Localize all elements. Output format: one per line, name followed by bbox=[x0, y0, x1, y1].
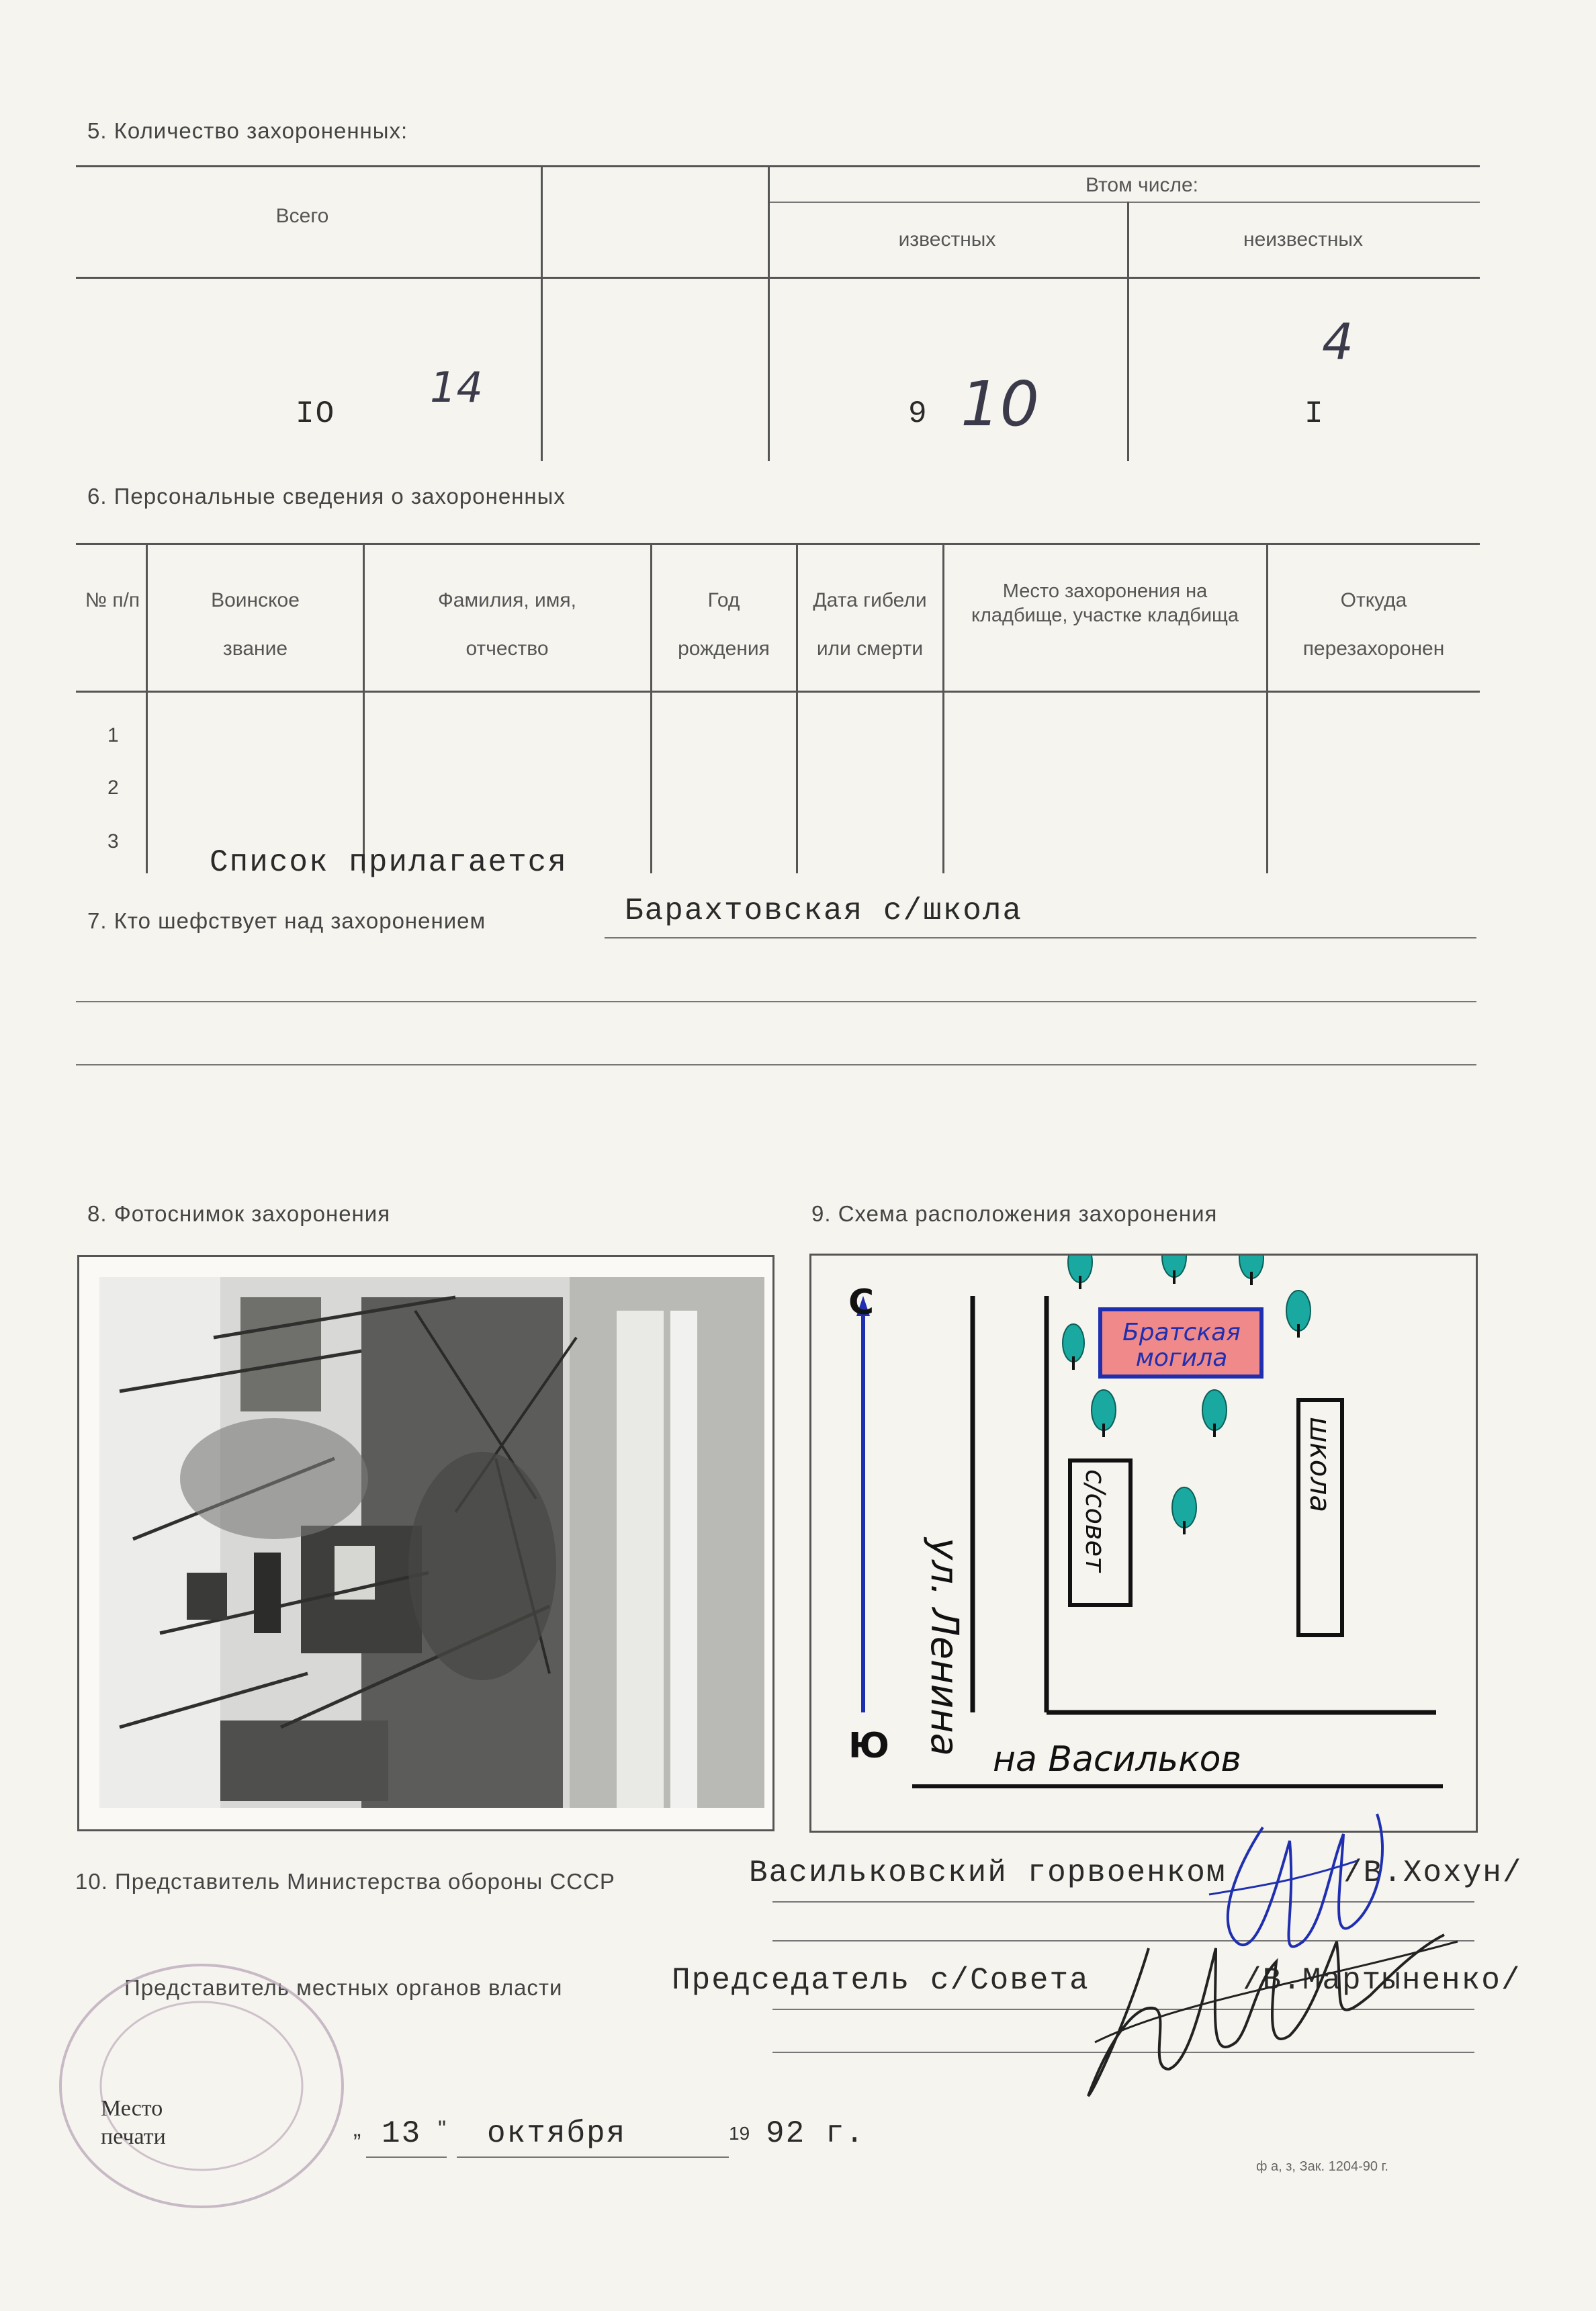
header-total: Всего bbox=[275, 205, 329, 227]
photo-frame bbox=[77, 1255, 774, 1831]
section7-blank-line bbox=[76, 1064, 1476, 1065]
school-label: школа bbox=[1304, 1417, 1337, 1513]
print-info: ф а, з, Зак. 1204-90 г. bbox=[1256, 2159, 1388, 2174]
table6-col-divider bbox=[650, 543, 652, 873]
date-day: 13 bbox=[382, 2116, 422, 2151]
table6-col-divider bbox=[942, 543, 944, 873]
patron-value: Барахтовская с/школа bbox=[625, 893, 1023, 928]
section5-title: 5. Количество захороненных: bbox=[87, 118, 408, 143]
unknown-typed-value: I bbox=[1304, 396, 1325, 431]
date-month: октября bbox=[487, 2116, 627, 2151]
grave-label: Братская могила bbox=[1122, 1319, 1241, 1372]
table6-col-divider bbox=[363, 543, 365, 873]
list-attached-note: Список прилагается bbox=[210, 845, 568, 880]
local-signature bbox=[1055, 1868, 1471, 2116]
section8-title: 8. Фотоснимок захоронения bbox=[87, 1201, 391, 1226]
burial-photo bbox=[79, 1257, 772, 1829]
header-known: известных bbox=[898, 228, 996, 251]
total-handwritten-value: 14 bbox=[430, 363, 483, 412]
section6-title: 6. Персональные сведения о захороненных bbox=[87, 484, 566, 509]
header-burial-place: Место захоронения на кладбище, участке кладбища bbox=[971, 580, 1239, 626]
row-number-3: 3 bbox=[107, 830, 119, 853]
date-open-quote: „ bbox=[353, 2116, 361, 2142]
date-year: 92 г. bbox=[766, 2116, 866, 2151]
date-close-quote: " bbox=[438, 2116, 447, 2142]
table6-header-border bbox=[76, 691, 1480, 693]
table5-top-border bbox=[76, 165, 1480, 167]
table6-col-divider bbox=[1266, 543, 1268, 873]
date-month-underline bbox=[457, 2156, 729, 2158]
known-handwritten-value: 10 bbox=[961, 368, 1040, 440]
section7-underline bbox=[605, 937, 1476, 939]
local-authority-value: Председатель с/Совета bbox=[672, 1963, 1090, 1998]
date-year-prefix: 19 bbox=[729, 2123, 750, 2144]
local-authority-label: Представитель местных органов власти bbox=[124, 1975, 563, 2000]
table5-col-divider bbox=[1127, 202, 1129, 461]
known-typed-value: 9 bbox=[908, 396, 928, 431]
header-death-date: Дата гибели или смерти bbox=[813, 589, 927, 660]
mod-representative-name: /В.Хохун/ bbox=[1343, 1856, 1523, 1890]
table6-col-divider bbox=[796, 543, 798, 873]
header-unknown: неизвестных bbox=[1243, 228, 1363, 251]
street-lenina-label: ул. Ленина bbox=[922, 1538, 966, 1757]
council-label: с/совет bbox=[1079, 1469, 1110, 1573]
official-seal bbox=[40, 1948, 363, 2230]
local-authority-name: /В.Мартыненко/ bbox=[1243, 1963, 1521, 1998]
section9-title: 9. Схема расположения захоронения bbox=[811, 1201, 1218, 1226]
location-scheme-frame bbox=[809, 1254, 1478, 1833]
table6-col-divider bbox=[146, 543, 148, 873]
section7-title: 7. Кто шефствует над захоронением bbox=[87, 908, 486, 933]
stamp-place-label: Место печати bbox=[101, 2096, 166, 2149]
mod-representative-value: Васильковский горвоенком bbox=[749, 1856, 1227, 1890]
header-birth-year: Год рождения bbox=[678, 589, 770, 660]
table5-col-divider bbox=[768, 165, 770, 461]
header-number: № п/п bbox=[85, 589, 140, 611]
south-label: Ю bbox=[848, 1726, 890, 1766]
section7-blank-line bbox=[76, 1001, 1476, 1002]
total-typed-value: IO bbox=[296, 396, 336, 431]
street-vasylkiv-label: на Васильков bbox=[993, 1739, 1242, 1780]
table5-col-divider bbox=[541, 165, 543, 461]
mod-representative-label: 10. Представитель Министерства обороны СССР bbox=[75, 1869, 615, 1894]
header-reburied-from: Откуда перезахоронен bbox=[1302, 589, 1445, 660]
header-full-name: Фамилия, имя, отчество bbox=[437, 589, 576, 660]
date-day-underline bbox=[366, 2156, 447, 2158]
row-number-2: 2 bbox=[107, 777, 119, 799]
unknown-handwritten-value: 4 bbox=[1322, 313, 1354, 371]
table5-header-border bbox=[76, 277, 1480, 279]
header-including: Втом числе: bbox=[1085, 174, 1198, 196]
row-number-1: 1 bbox=[107, 724, 119, 746]
north-label: С bbox=[848, 1282, 875, 1323]
table6-top-border bbox=[76, 543, 1480, 545]
header-rank: Воинское звание bbox=[211, 589, 300, 660]
table5-sub-border bbox=[769, 202, 1480, 203]
